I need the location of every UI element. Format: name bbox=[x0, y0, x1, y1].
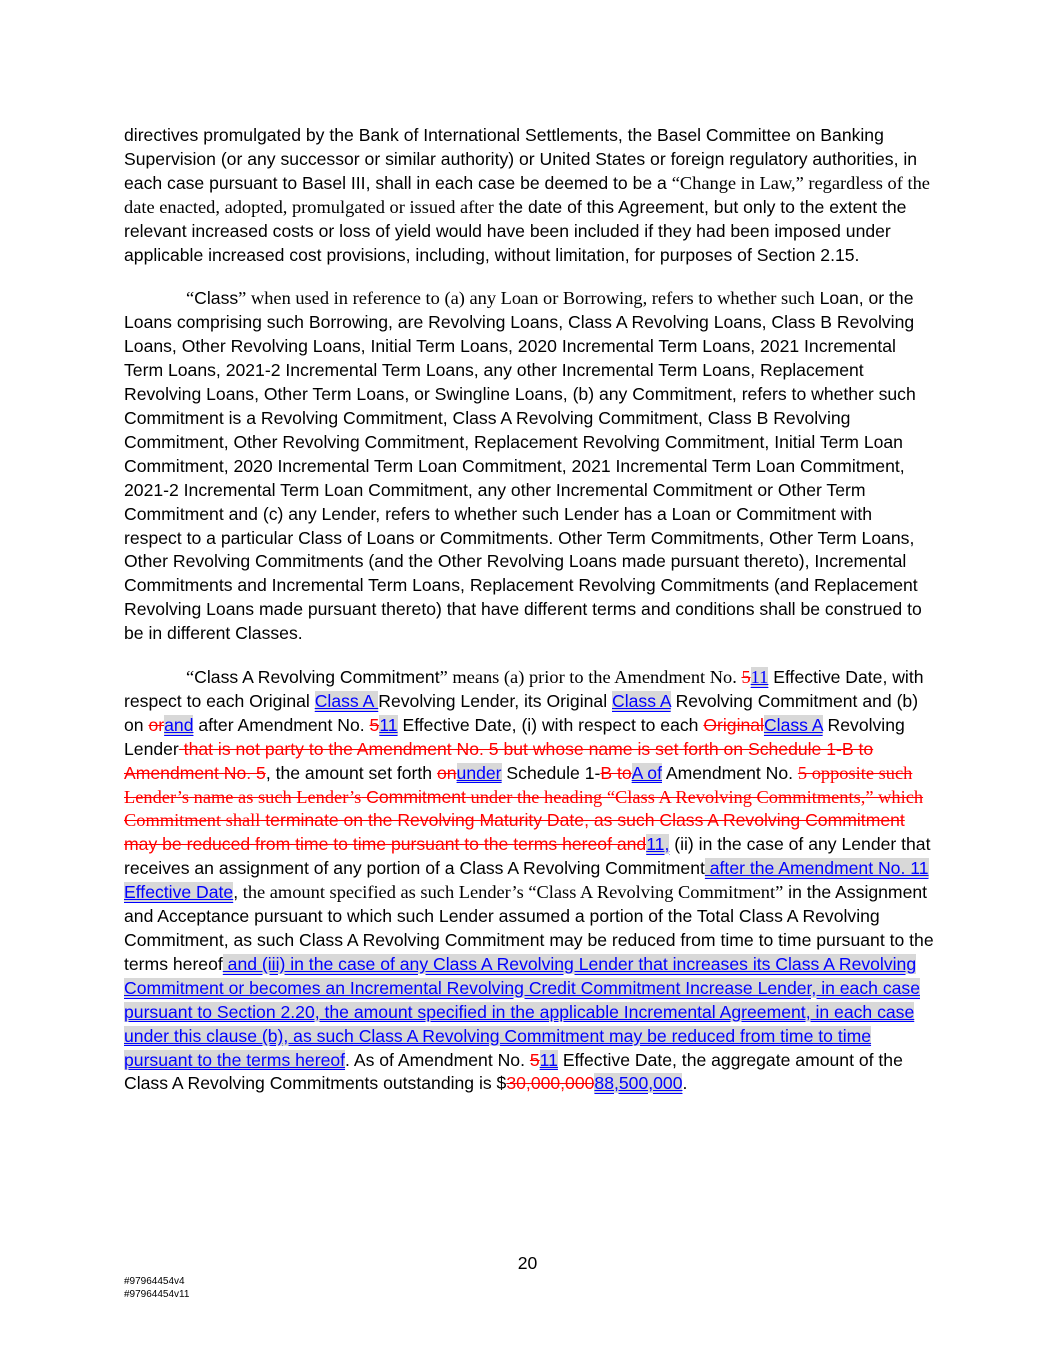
text-run: (ii) in the case of any Lender that receives an assignment of any portion of a Class A Revolving Commitment bbox=[124, 834, 931, 879]
paragraph-change-in-law-continued bbox=[124, 124, 934, 267]
deletion: 5 bbox=[529, 1049, 540, 1070]
page-body bbox=[124, 124, 934, 1116]
doc-id-footer: #97964454v11 bbox=[124, 1289, 190, 1300]
open-quote: “ bbox=[186, 288, 195, 309]
open-quote: “ bbox=[186, 667, 195, 688]
text-run: after Amendment No. bbox=[193, 714, 370, 735]
deletion: 5 bbox=[741, 667, 751, 688]
text-run: , the amount set forth bbox=[265, 762, 437, 783]
text-run: , bbox=[233, 882, 239, 903]
text-run: Revolving Lender, its Original bbox=[378, 690, 612, 711]
text-run: ” means (a) prior to the Amendment No. bbox=[439, 667, 742, 688]
definition-class-a-revolving-commitment bbox=[124, 666, 934, 1096]
insertion: under bbox=[456, 762, 502, 783]
insertion: after the Amendment No. 11 Effective Date bbox=[124, 858, 929, 903]
text-run: Effective Date, with respect to each Original bbox=[124, 667, 924, 711]
text-run: “Change in Law,” regardless of the date enacted, adopted, promulgated or issued after bbox=[124, 172, 930, 217]
text-run: Amendment No. bbox=[661, 762, 798, 783]
text-run: Loan, or the Loans comprising such Borrowing, are Revolving Loans, Class A Revolving Loans, Class B Revolving Loans, Other Revolving Loans, Initial Term Loans, 2020 Incremental Term Loans, 2021 Incremental Term Loans, 2021-2 Incremental Term Loans, any other Incremental Term Loans, Replacement Revolving Loans, Other Term Loans, or Swingline Loans, (b) any Commitment, refers to whether such Commitment is a Revolving Commitment, Class A Revolving Commitment, Class B Revolving Commitment, Other Revolving Commitment, Replacement Revolving Commitment, Initial Term Loan Commitment, 2020 Incremental Term Loan Commitment, 2021 Incremental Term Loan Commitment, 2021-2 Incremental Term Loan Commitment, any other Incremental Commitment or Other Term Commitment and (c) any Lender, refers to whether such Lender has a Loan or Commitment with respect to a particular Class of Loans or Commitments. Other Term Commitments, Other Term Loans, Other Revolving Commitments (and the Other Revolving Loans made pursuant thereto), Incremental Commitments and Incremental Term Loans, Replacement Revolving Commitments (and Replacement Revolving Loans made pursuant thereto) that have different terms and conditions shall be construed to be in different Classes. bbox=[124, 288, 922, 644]
text-run: Revolving Commitment and (b) on bbox=[124, 690, 919, 735]
deletion: on bbox=[436, 762, 457, 783]
defined-term: Class bbox=[194, 288, 239, 309]
insertion: 11 bbox=[379, 714, 398, 735]
deletion: 30,000,000 bbox=[506, 1073, 595, 1094]
text-run: Effective Date, (i) with respect to each bbox=[397, 714, 704, 735]
text-run: Revolving Lender bbox=[124, 714, 905, 759]
insertion: 11, bbox=[646, 834, 670, 855]
text-run: in the Assignment and Acceptance pursuant to which such Lender assumed a portion of the Total Class A Revolving Commitment, as such Class A Revolving Commitment may be reduced from time to time pursuant to the terms hereof bbox=[124, 882, 934, 974]
definition-class bbox=[124, 287, 934, 646]
defined-term: Class A Revolving Commitment bbox=[194, 667, 440, 688]
insertion: 88,500,000 bbox=[594, 1073, 683, 1094]
deletion: or bbox=[148, 714, 165, 735]
text-run: . bbox=[682, 1073, 688, 1094]
insertion: A of bbox=[631, 762, 662, 783]
doc-id-footer: #97964454v4 bbox=[124, 1276, 185, 1287]
text-run: Schedule 1- bbox=[501, 762, 601, 783]
deletion: Original bbox=[703, 714, 764, 735]
insertion: 11 bbox=[750, 667, 769, 688]
insertion: and (iii) in the case of any Class A Revolving Lender that increases its Class A Revolving Commitment or becomes an Incremental Revolving Credit Commitment Increase Lender, in each case pursuant to Section 2.20, the amount specified in the applicable Incremental Agreement, in each case under this clause (b), as such Class A Revolving Commitment may be reduced from time to time pursuant to the terms hereof bbox=[124, 953, 920, 1070]
text-run: ” when used in reference to (a) any Loan or Borrowing, refers to whether such bbox=[238, 288, 815, 309]
text-run: Effective Date, the aggregate amount of the Class A Revolving Commitments outstanding is $ bbox=[124, 1049, 903, 1094]
insertion: and bbox=[164, 714, 194, 735]
deletion: Commitment bbox=[361, 786, 466, 807]
text-run: directives promulgated by the Bank of International Settlements, the Basel Committee on Banking Supervision (or any successor or similar authority) or United States or foreign regulatory authorities, in each case pursuant to Basel III, shall in each case be deemed to be a bbox=[124, 125, 918, 193]
insertion: Class A bbox=[612, 690, 671, 711]
text-run: the date of this Agreement, but only to the extent the relevant increased costs or loss of yield would have been included if they had been imposed under applicable increased cost provisions, including, without limitation, for purposes of Section 2.15. bbox=[124, 196, 907, 265]
insertion: Class A bbox=[314, 690, 379, 711]
deletion: 5 opposite such Lender’s name as such Lender’s bbox=[124, 762, 913, 807]
deletion: that is not party to the Amendment No. 5 but whose name is set forth on Schedule 1-B to Amendment No. 5 bbox=[124, 738, 874, 783]
text-run: the amount specified as such Lender’s “Class A Revolving Commitment” bbox=[238, 882, 784, 903]
deletion: terminate on the Revolving Maturity Date, as such Class A Revolving Commitment may be reduced from time to time pursuant to the terms hereof and bbox=[124, 810, 905, 855]
deletion: 5 bbox=[369, 714, 380, 735]
page-number: 20 bbox=[517, 1253, 538, 1273]
text-run: . As of Amendment No. bbox=[345, 1049, 530, 1070]
deletion: B to bbox=[600, 762, 632, 783]
insertion: 11 bbox=[539, 1049, 558, 1070]
insertion: Class A bbox=[763, 714, 823, 735]
deletion: under the heading “Class A Revolving Commitments,” which Commitment shall bbox=[124, 786, 924, 831]
